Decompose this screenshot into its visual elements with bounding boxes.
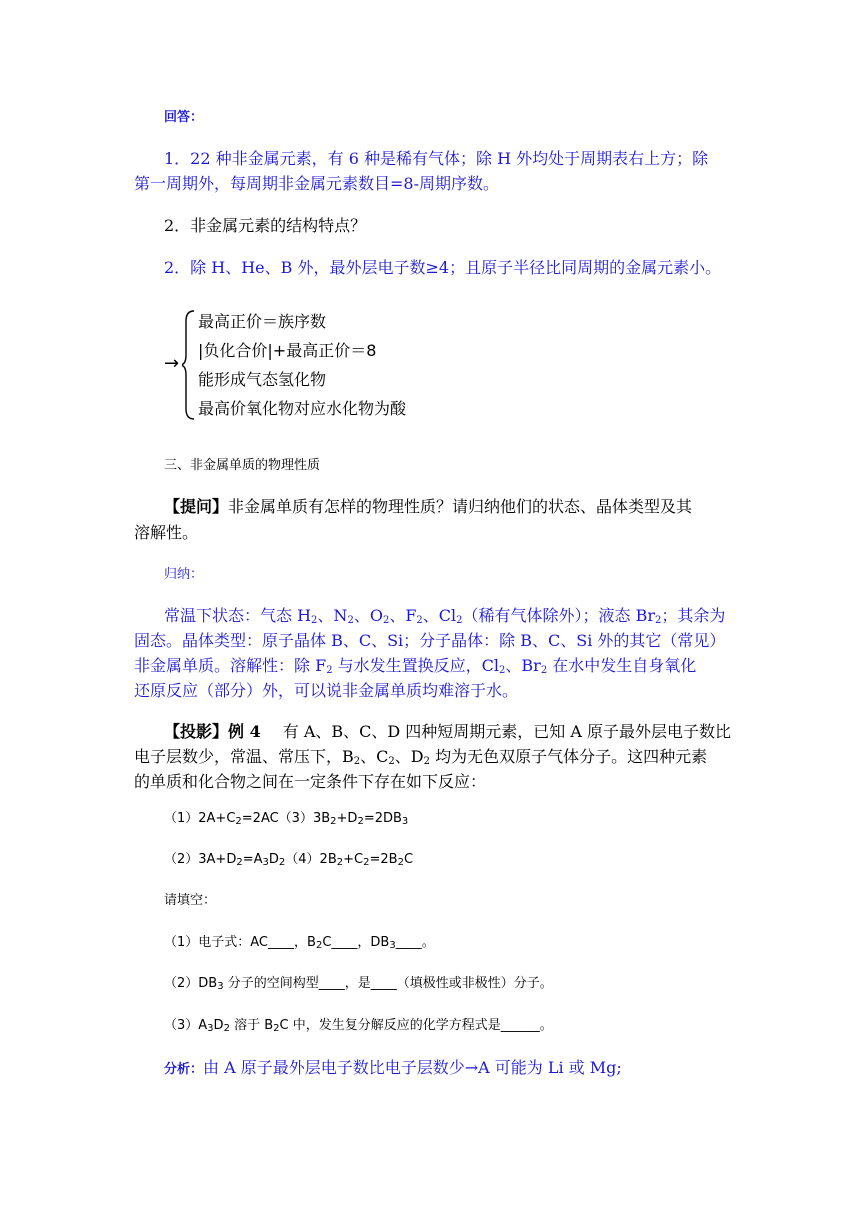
example-label: 例 4 [228, 722, 261, 741]
example-line-1: 【投影】例 4 有 A、B、C、D 四种短周期元素，已知 A 原子最外层电子数比 [164, 722, 732, 741]
summary-line-1: 常温下状态：气态 $H_2$、$N_2$、$O_2$、$F_2$、$Cl_2$（稀有气体除外）；液态 $Br_2$；其余为 [164, 606, 726, 626]
bracket-line-3: 能形成气态氢化物 [198, 370, 327, 389]
analysis-line [164, 1054, 724, 1084]
fill-question-3: $(3)A_3D_2$ 溶于 $B_2C$ 中，发生复分解反应的化学方程式是______。 [164, 1018, 553, 1034]
summary-line-4: 还原反应（部分）外，可以说非金属单质均难溶于水。 [134, 681, 519, 700]
bracket-line-2: |负化合价|+最高正价＝8 [198, 341, 377, 360]
fill-question-2: $(2)DB_3$ 分子的空间构型____，是____（填极性或非极性）分子。 [164, 976, 553, 992]
summary-line-2: 固态。晶体类型：原子晶体 B、C、Si；分子晶体：除 B、C、Si 外的其它（常见） [134, 631, 726, 650]
bracket-line-4: 最高价氧化物对应水化物为酸 [198, 399, 407, 418]
summary-heading: 归纳： [164, 567, 204, 582]
fill-prompt: 请填空： [164, 893, 217, 908]
reaction-line-1: $(1)2A+C_2=2AC(3)3B_2+D_2=2DB_3$ [164, 811, 409, 827]
question-2: 2．非金属元素的结构特点？ [164, 216, 367, 235]
example-line-2: 电子层数少，常温、常压下，$B_2$、$C_2$、$D_2$ 均为无色双原子气体分子。这四种元素 [134, 747, 708, 767]
left-brace-icon [182, 309, 196, 421]
example-line-3: 的单质和化合物之间在一定条件下存在如下反应： [134, 772, 487, 791]
answer-2: 2．除 H、He、B 外，最外层电子数≥4；且原子半径比同周期的金属元素小。 [164, 258, 722, 277]
analysis-text: 由 A 原子最外层电子数比电子层数少→A 可能为 Li 或 Mg; [203, 1058, 622, 1077]
question-text: 非金属单质有怎样的物理性质？请归纳他们的状态、晶体类型及其 [228, 497, 693, 516]
answer-1-line2: 第一周期外，每周期非金属元素数目=8-周期序数。 [134, 174, 499, 193]
fill-question-1: （1）电子式：AC____，$B_2C\_\_\_\_$，$DB_3\_\_\_\_$。 [164, 935, 435, 951]
section-3-title: 三、非金属单质的物理性质 [164, 458, 321, 473]
question-paragraph-line1 [164, 493, 764, 521]
arrow-icon: → [164, 353, 180, 374]
analysis-label: 分析： [164, 1062, 204, 1077]
structure-summary-bracket [164, 305, 464, 425]
bracket-line-1: 最高正价＝族序数 [198, 312, 327, 331]
reaction-line-2: $(2)3A+D_2=A_3D_2(4)2B_2+C_2=2B_2C$ [164, 852, 414, 868]
answer-1-line1: 1．22 种非金属元素，有 6 种是稀有气体；除 H 外均处于周期表右上方；除 [164, 149, 709, 168]
example-tag: 【投影】 [164, 722, 229, 741]
summary-line-3: 非金属单质。溶解性：除 $F_2$ 与水发生置换反应，$Cl_2$、$Br_2$ 在水中发生自身氧化 [134, 656, 697, 676]
answer-heading: 回答： [164, 110, 204, 125]
question-tag: 【提问】 [164, 497, 229, 516]
question-paragraph-line2: 溶解性。 [134, 523, 199, 542]
